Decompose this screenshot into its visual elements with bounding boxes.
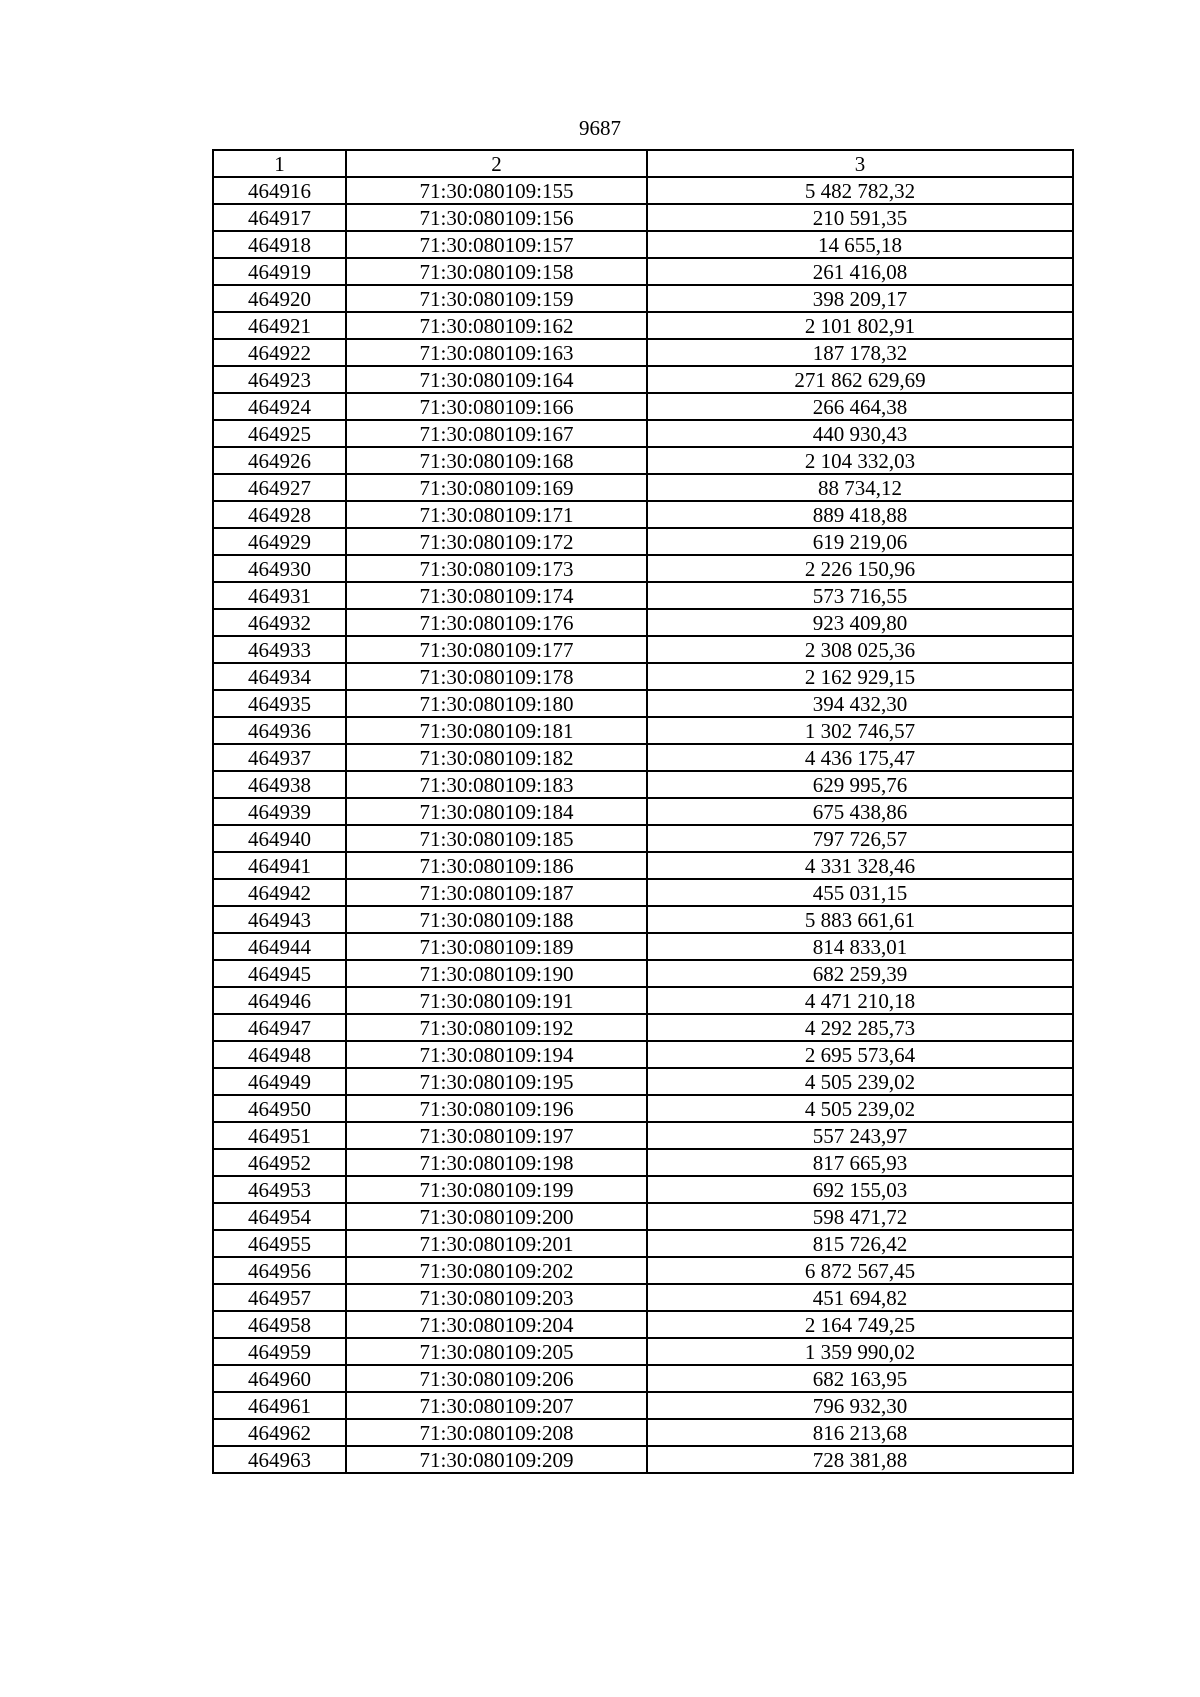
cell-cadastral-number: 71:30:080109:190 (346, 960, 647, 987)
cell-cadastral-value: 817 665,93 (647, 1149, 1073, 1176)
table-row (213, 582, 1073, 609)
cell-cadastral-value: 5 883 661,61 (647, 906, 1073, 933)
table-row (213, 933, 1073, 960)
cell-row-number: 464950 (213, 1095, 346, 1122)
cell-row-number: 464934 (213, 663, 346, 690)
column-header-cadastral-number: 2 (346, 150, 647, 177)
cell-cadastral-number: 71:30:080109:159 (346, 285, 647, 312)
table-row (213, 798, 1073, 825)
cell-row-number: 464921 (213, 312, 346, 339)
cell-cadastral-value: 271 862 629,69 (647, 366, 1073, 393)
cell-cadastral-number: 71:30:080109:205 (346, 1338, 647, 1365)
table-row (213, 609, 1073, 636)
cell-cadastral-number: 71:30:080109:184 (346, 798, 647, 825)
cell-row-number: 464924 (213, 393, 346, 420)
table-row (213, 339, 1073, 366)
table-row (213, 1392, 1073, 1419)
cell-cadastral-number: 71:30:080109:198 (346, 1149, 647, 1176)
cell-cadastral-value: 557 243,97 (647, 1122, 1073, 1149)
cell-cadastral-number: 71:30:080109:155 (346, 177, 647, 204)
cell-cadastral-value: 728 381,88 (647, 1446, 1073, 1473)
table-row (213, 1122, 1073, 1149)
cell-cadastral-number: 71:30:080109:185 (346, 825, 647, 852)
cell-row-number: 464938 (213, 771, 346, 798)
cell-row-number: 464954 (213, 1203, 346, 1230)
table-row (213, 906, 1073, 933)
table-row (213, 1338, 1073, 1365)
cell-row-number: 464925 (213, 420, 346, 447)
cell-row-number: 464963 (213, 1446, 346, 1473)
cell-cadastral-value: 440 930,43 (647, 420, 1073, 447)
cell-row-number: 464946 (213, 987, 346, 1014)
table-row (213, 204, 1073, 231)
cell-row-number: 464926 (213, 447, 346, 474)
cell-cadastral-number: 71:30:080109:174 (346, 582, 647, 609)
cell-cadastral-number: 71:30:080109:192 (346, 1014, 647, 1041)
cell-cadastral-number: 71:30:080109:168 (346, 447, 647, 474)
cell-cadastral-number: 71:30:080109:203 (346, 1284, 647, 1311)
table-row (213, 1149, 1073, 1176)
table-row (213, 717, 1073, 744)
table-row (213, 1446, 1073, 1473)
table-row (213, 1068, 1073, 1095)
cell-cadastral-value: 2 162 929,15 (647, 663, 1073, 690)
cell-cadastral-number: 71:30:080109:209 (346, 1446, 647, 1473)
column-header-number: 1 (213, 150, 346, 177)
cell-cadastral-number: 71:30:080109:157 (346, 231, 647, 258)
table-body (213, 177, 1073, 1473)
cell-row-number: 464935 (213, 690, 346, 717)
cell-row-number: 464929 (213, 528, 346, 555)
column-header-value: 3 (647, 150, 1073, 177)
cell-row-number: 464917 (213, 204, 346, 231)
cell-row-number: 464956 (213, 1257, 346, 1284)
table-row (213, 825, 1073, 852)
cell-cadastral-value: 815 726,42 (647, 1230, 1073, 1257)
table-row (213, 636, 1073, 663)
cell-cadastral-value: 6 872 567,45 (647, 1257, 1073, 1284)
cell-cadastral-number: 71:30:080109:156 (346, 204, 647, 231)
cell-cadastral-number: 71:30:080109:207 (346, 1392, 647, 1419)
cell-cadastral-number: 71:30:080109:196 (346, 1095, 647, 1122)
cell-cadastral-value: 2 308 025,36 (647, 636, 1073, 663)
cell-row-number: 464930 (213, 555, 346, 582)
cell-cadastral-number: 71:30:080109:204 (346, 1311, 647, 1338)
table-row (213, 177, 1073, 204)
cell-row-number: 464939 (213, 798, 346, 825)
cell-cadastral-number: 71:30:080109:188 (346, 906, 647, 933)
cell-row-number: 464957 (213, 1284, 346, 1311)
cell-cadastral-number: 71:30:080109:158 (346, 258, 647, 285)
cell-cadastral-value: 4 505 239,02 (647, 1095, 1073, 1122)
table-row (213, 285, 1073, 312)
cell-cadastral-number: 71:30:080109:178 (346, 663, 647, 690)
cell-cadastral-value: 923 409,80 (647, 609, 1073, 636)
cell-cadastral-number: 71:30:080109:206 (346, 1365, 647, 1392)
table-row (213, 1311, 1073, 1338)
cell-row-number: 464918 (213, 231, 346, 258)
cell-cadastral-number: 71:30:080109:181 (346, 717, 647, 744)
cell-row-number: 464936 (213, 717, 346, 744)
table-row (213, 1230, 1073, 1257)
table-row (213, 987, 1073, 1014)
cell-cadastral-value: 675 438,86 (647, 798, 1073, 825)
cell-row-number: 464944 (213, 933, 346, 960)
cell-row-number: 464952 (213, 1149, 346, 1176)
table-row (213, 744, 1073, 771)
table-row (213, 1365, 1073, 1392)
table-row (213, 1203, 1073, 1230)
cadastral-value-table (212, 149, 1074, 1474)
cell-cadastral-value: 398 209,17 (647, 285, 1073, 312)
cell-row-number: 464962 (213, 1419, 346, 1446)
cell-cadastral-value: 261 416,08 (647, 258, 1073, 285)
cell-row-number: 464941 (213, 852, 346, 879)
cell-cadastral-number: 71:30:080109:201 (346, 1230, 647, 1257)
cell-cadastral-number: 71:30:080109:202 (346, 1257, 647, 1284)
cell-cadastral-value: 816 213,68 (647, 1419, 1073, 1446)
cell-cadastral-number: 71:30:080109:186 (346, 852, 647, 879)
cell-cadastral-value: 796 932,30 (647, 1392, 1073, 1419)
cell-row-number: 464961 (213, 1392, 346, 1419)
table-row (213, 1419, 1073, 1446)
cell-row-number: 464955 (213, 1230, 346, 1257)
cell-cadastral-value: 889 418,88 (647, 501, 1073, 528)
table-row (213, 1284, 1073, 1311)
cell-cadastral-number: 71:30:080109:171 (346, 501, 647, 528)
cell-row-number: 464959 (213, 1338, 346, 1365)
cell-cadastral-number: 71:30:080109:182 (346, 744, 647, 771)
cell-cadastral-number: 71:30:080109:194 (346, 1041, 647, 1068)
cell-cadastral-value: 682 259,39 (647, 960, 1073, 987)
table-row (213, 258, 1073, 285)
cell-cadastral-value: 2 104 332,03 (647, 447, 1073, 474)
cell-cadastral-number: 71:30:080109:172 (346, 528, 647, 555)
cell-cadastral-number: 71:30:080109:166 (346, 393, 647, 420)
table-row (213, 555, 1073, 582)
cell-row-number: 464923 (213, 366, 346, 393)
cell-row-number: 464933 (213, 636, 346, 663)
table-row (213, 960, 1073, 987)
cell-cadastral-value: 4 471 210,18 (647, 987, 1073, 1014)
cell-cadastral-value: 455 031,15 (647, 879, 1073, 906)
cell-row-number: 464958 (213, 1311, 346, 1338)
cell-cadastral-number: 71:30:080109:200 (346, 1203, 647, 1230)
header-row (213, 150, 1073, 177)
cell-cadastral-number: 71:30:080109:167 (346, 420, 647, 447)
cell-cadastral-value: 4 505 239,02 (647, 1068, 1073, 1095)
cell-cadastral-number: 71:30:080109:173 (346, 555, 647, 582)
cell-row-number: 464943 (213, 906, 346, 933)
table-row (213, 393, 1073, 420)
table-row (213, 1041, 1073, 1068)
table-row (213, 312, 1073, 339)
cell-cadastral-value: 682 163,95 (647, 1365, 1073, 1392)
cell-cadastral-value: 1 302 746,57 (647, 717, 1073, 744)
cell-cadastral-number: 71:30:080109:169 (346, 474, 647, 501)
cell-cadastral-number: 71:30:080109:197 (346, 1122, 647, 1149)
cell-cadastral-number: 71:30:080109:183 (346, 771, 647, 798)
cell-cadastral-number: 71:30:080109:187 (346, 879, 647, 906)
table-row (213, 690, 1073, 717)
cell-cadastral-value: 14 655,18 (647, 231, 1073, 258)
cell-cadastral-value: 598 471,72 (647, 1203, 1073, 1230)
table-row (213, 528, 1073, 555)
cell-cadastral-value: 2 164 749,25 (647, 1311, 1073, 1338)
table-row (213, 1257, 1073, 1284)
cell-cadastral-value: 2 226 150,96 (647, 555, 1073, 582)
cell-row-number: 464932 (213, 609, 346, 636)
table-row (213, 771, 1073, 798)
cell-cadastral-value: 4 331 328,46 (647, 852, 1073, 879)
cell-row-number: 464928 (213, 501, 346, 528)
cell-cadastral-number: 71:30:080109:189 (346, 933, 647, 960)
cell-cadastral-value: 4 436 175,47 (647, 744, 1073, 771)
cell-row-number: 464931 (213, 582, 346, 609)
cell-row-number: 464948 (213, 1041, 346, 1068)
cell-row-number: 464953 (213, 1176, 346, 1203)
cell-cadastral-value: 451 694,82 (647, 1284, 1073, 1311)
cell-cadastral-number: 71:30:080109:208 (346, 1419, 647, 1446)
cell-cadastral-value: 394 432,30 (647, 690, 1073, 717)
cell-row-number: 464947 (213, 1014, 346, 1041)
cell-row-number: 464951 (213, 1122, 346, 1149)
cell-cadastral-value: 797 726,57 (647, 825, 1073, 852)
cell-row-number: 464942 (213, 879, 346, 906)
table-row (213, 447, 1073, 474)
cell-cadastral-number: 71:30:080109:180 (346, 690, 647, 717)
cell-row-number: 464940 (213, 825, 346, 852)
cell-cadastral-number: 71:30:080109:163 (346, 339, 647, 366)
cell-row-number: 464937 (213, 744, 346, 771)
cell-cadastral-value: 5 482 782,32 (647, 177, 1073, 204)
cell-row-number: 464949 (213, 1068, 346, 1095)
table-row (213, 663, 1073, 690)
table-row (213, 474, 1073, 501)
table-row (213, 366, 1073, 393)
table-row (213, 501, 1073, 528)
cell-cadastral-value: 692 155,03 (647, 1176, 1073, 1203)
cell-cadastral-value: 814 833,01 (647, 933, 1073, 960)
cell-cadastral-value: 2 695 573,64 (647, 1041, 1073, 1068)
cell-cadastral-number: 71:30:080109:162 (346, 312, 647, 339)
cell-row-number: 464922 (213, 339, 346, 366)
cell-cadastral-number: 71:30:080109:191 (346, 987, 647, 1014)
cell-cadastral-number: 71:30:080109:177 (346, 636, 647, 663)
cell-cadastral-value: 2 101 802,91 (647, 312, 1073, 339)
cell-cadastral-number: 71:30:080109:199 (346, 1176, 647, 1203)
cell-cadastral-value: 629 995,76 (647, 771, 1073, 798)
table-row (213, 1176, 1073, 1203)
table-row (213, 420, 1073, 447)
table-row (213, 1095, 1073, 1122)
cell-cadastral-number: 71:30:080109:164 (346, 366, 647, 393)
cell-cadastral-value: 1 359 990,02 (647, 1338, 1073, 1365)
cell-row-number: 464927 (213, 474, 346, 501)
cell-row-number: 464920 (213, 285, 346, 312)
cell-cadastral-number: 71:30:080109:176 (346, 609, 647, 636)
table-row (213, 852, 1073, 879)
table-row (213, 879, 1073, 906)
cell-cadastral-value: 210 591,35 (647, 204, 1073, 231)
cell-row-number: 464960 (213, 1365, 346, 1392)
cell-cadastral-value: 266 464,38 (647, 393, 1073, 420)
table-row (213, 231, 1073, 258)
cell-cadastral-value: 88 734,12 (647, 474, 1073, 501)
cell-row-number: 464916 (213, 177, 346, 204)
cell-cadastral-value: 187 178,32 (647, 339, 1073, 366)
cell-cadastral-value: 4 292 285,73 (647, 1014, 1073, 1041)
cell-cadastral-value: 619 219,06 (647, 528, 1073, 555)
table-header (213, 150, 1073, 177)
cell-cadastral-value: 573 716,55 (647, 582, 1073, 609)
page-number: 9687 (579, 116, 621, 140)
table-row (213, 1014, 1073, 1041)
cell-row-number: 464945 (213, 960, 346, 987)
cell-row-number: 464919 (213, 258, 346, 285)
cell-cadastral-number: 71:30:080109:195 (346, 1068, 647, 1095)
